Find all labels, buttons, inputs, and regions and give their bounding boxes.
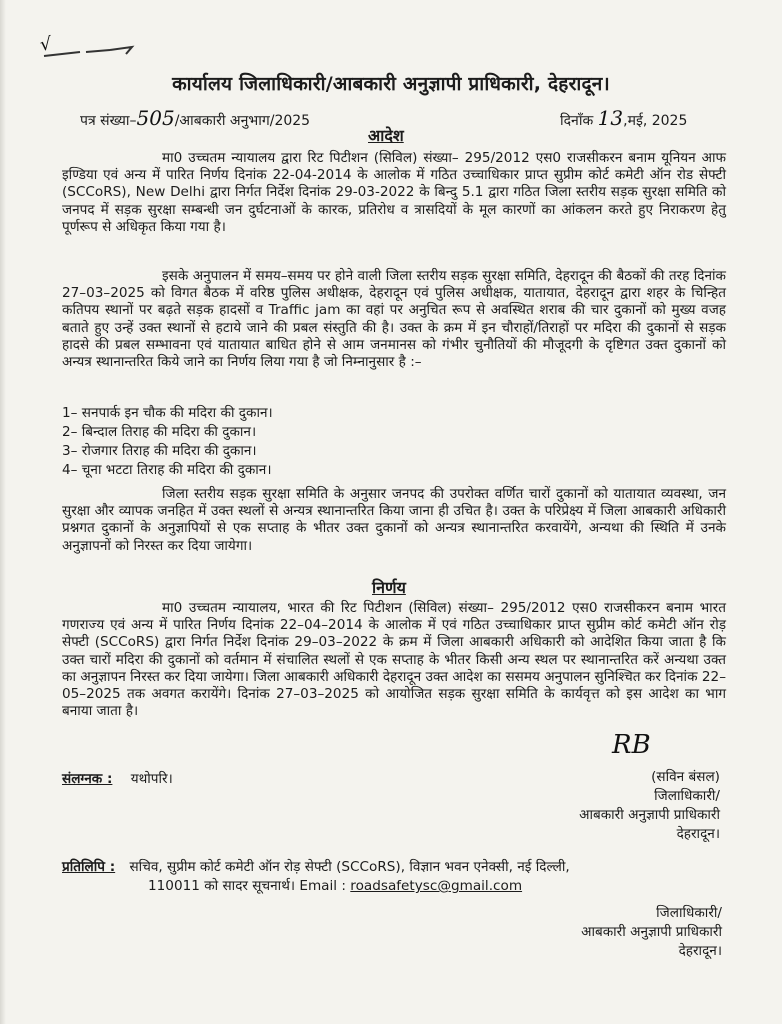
signatory-title-2: आबकारी अनुज्ञापी प्राधिकारी bbox=[579, 807, 720, 823]
order-paragraph-1-text: मा0 उच्चतम न्यायालय द्वारा रिट पिटीशन (सिविल) संख्या– 295/2012 एस0 राजसीकरन बनाम यूनियन आफ इण्डिया एवं अन्य में पारित निर्णय दिनांक 22-04-2014 के आलोक में गठित उच्चाधिकार प्राप्त सुप्रीम कोर्ट कमेटी ऑन रोड सेफ्टी (SCCoRS), New Delhi द्वारा निर्गत निर्देश दिनांक 29-03-2022 के बिन्दु 5.1 द्वारा गठित जिला स्तरीय सड़क सुरक्षा समिति को जनपद में सड़क सुरक्षा सम्बन्धी जन दुर्घटनाओं के कारक, प्रतिरोध व त्रासदियों के मूल कारणों का आंकलन करते हुए निराकरण हेतु पूर्णरूप से अधिकृत किया गया है। bbox=[62, 150, 726, 235]
signatory-place: देहरादून। bbox=[676, 826, 720, 842]
letter-number-label: पत्र संख्या– bbox=[80, 113, 137, 129]
signatory-place: देहरादून। bbox=[678, 943, 722, 959]
scan-edge bbox=[0, 0, 6, 1024]
order-paragraph-2-text: इसके अनुपालन में समय–समय पर होने वाली जिला स्तरीय सड़क सुरक्षा समिति, देहरादून की बैठकों की तरह दिनांक 27–03–2025 को विगत बैठक में वरिष्ठ पुलिस अधीक्षक, देहरादून एवं पुलिस अधीक्षक, यातायात, देहरादून द्वारा शहर के चिन्हित कतिपय स्थानों पर बढ़ते सड़क हादसों व Traffic jam का वहां पर अनुचित रूप से अवस्थित शराब की चार दुकानों को मुख्य वजह बताते हुए उन्हें उक्त स्थानों से हटाये जाने की प्रबल संस्तुति की है। उक्त के क्रम में इन चौराहों/तिराहों पर मदिरा की दुकानों से सड़क हादसे की प्रबल सम्भावना एवं यातायात बाधित होने से आम जनमानस को गंभीर चुनौतियों की मौजूदगी के दृष्टिगत उक्त दुकानों को अन्यत्र स्थानान्तरित किये जाने का निर्णय लिया गया है जो निम्नानुसार है :– bbox=[62, 268, 727, 371]
date-label: दिनाँक bbox=[560, 113, 594, 129]
signature-block-2 bbox=[500, 904, 722, 961]
order-heading: आदेश bbox=[368, 126, 404, 145]
handwritten-tick: √ bbox=[38, 33, 53, 56]
shop-list bbox=[62, 404, 273, 480]
letter-date bbox=[560, 106, 687, 130]
signature-mark: RB bbox=[612, 730, 651, 760]
enclosure-label: संलग्नक : bbox=[62, 771, 113, 787]
decision-heading: निर्णय bbox=[372, 578, 406, 597]
letter-number-value: 505 bbox=[136, 106, 175, 130]
date-suffix: ,मई, 2025 bbox=[623, 113, 688, 129]
list-item: 1– सनपार्क इन चौक की मदिरा की दुकान। bbox=[62, 405, 273, 421]
copy-line-2 bbox=[148, 877, 522, 896]
signature-block bbox=[500, 768, 720, 844]
copy-label: प्रतिलिपि : bbox=[62, 859, 116, 875]
enclosure bbox=[62, 768, 173, 787]
list-item: 4– चूना भटटा तिराह की मदिरा की दुकान। bbox=[62, 462, 272, 478]
copy-text-2: 110011 को सादर सूचनार्थ। Email : bbox=[148, 878, 346, 894]
decision-paragraph-text: मा0 उच्चतम न्यायालय, भारत की रिट पिटीशन (सिविल) संख्या– 295/2012 एस0 राजसीकरन बनाम भारत गणराज्य एवं अन्य में पारित निर्णय दिनांक 22–04–2014 के आलोक में एवं गठित उच्चाधिकार प्राप्त सुप्रीम कोर्ट कमेटी ऑन रोड़ सेफ्टी (SCCoRS) द्वारा निर्गत निर्देश दिनांक 29–03–2022 के क्रम में जिला आबकारी अधिकारी को आदेशित किया जाता है कि उक्त चारों मदिरा की दुकानों को वर्तमान में संचालित स्थलों से एक सप्ताह के भीतर किसी अन्य स्थल पर स्थानान्तरित करें अन्यथा उक्त का अनुज्ञापन निरस्त कर दिया जायेगा। जिला आबकारी अधिकारी देहरादून उक्त आदेश का ससमय अनुपालन सुनिश्चित कर दिनांक 22–05–2025 तक अवगत करायेंगे। दिनांक 27–03–2025 को आयोजित सड़क सुरक्षा समिति के कार्यवृत्त को इस आदेश का भाग बनाया जाता है। bbox=[62, 600, 726, 720]
enclosure-value: यथोपरि। bbox=[130, 771, 173, 787]
signatory-name: (सविन बंसल) bbox=[651, 769, 720, 785]
order-paragraph-1 bbox=[62, 150, 726, 236]
order-paragraph-3 bbox=[62, 486, 726, 555]
letter-number bbox=[80, 106, 310, 130]
date-value: 13 bbox=[597, 106, 624, 130]
signatory-title-2: आबकारी अनुज्ञापी प्राधिकारी bbox=[581, 924, 722, 940]
signatory-title-1: जिलाधिकारी/ bbox=[654, 788, 720, 804]
copy-to bbox=[62, 858, 570, 877]
list-item: 3– रोजगार तिराह की मदिरा की दुकान। bbox=[62, 443, 257, 459]
order-paragraph-2 bbox=[62, 268, 726, 371]
letter-number-suffix: /आबकारी अनुभाग/2025 bbox=[174, 113, 311, 129]
list-item: 2– बिन्दाल तिराह की मदिरा की दुकान। bbox=[62, 424, 257, 440]
office-title: कार्यालय जिलाधिकारी/आबकारी अनुज्ञापी प्राधिकारी, देहरादून। bbox=[172, 73, 610, 95]
copy-text: सचिव, सुप्रीम कोर्ट कमेटी ऑन रोड़ सेफ्टी (SCCoRS), विज्ञान भवन एनेक्सी, नई दिल्ली, bbox=[129, 859, 570, 875]
pen-mark-icon bbox=[40, 40, 140, 64]
copy-email-link[interactable]: roadsafetysc@gmail.com bbox=[350, 878, 523, 894]
signatory-title-1: जिलाधिकारी/ bbox=[656, 905, 722, 921]
order-paragraph-3-text: जिला स्तरीय सड़क सुरक्षा समिति के अनुसार जनपद की उपरोक्त वर्णित चारों दुकानों को यातायात व्यवस्था, जन सुरक्षा और व्यापक जनहित में उक्त स्थलों से अन्यत्र स्थानान्तरित किया जाना ही उचित है। उक्त के परिप्रेक्ष्य में जिला आबकारी अधिकारी प्रश्नगत दुकानों के अनुज्ञापियों से एक सप्ताह के भीतर उक्त दुकानों को अन्यत्र स्थानान्तरित करवायेंगे, अन्यथा की स्थिति में उनके अनुज्ञापनों को निरस्त कर दिया जायेगा। bbox=[62, 486, 726, 554]
decision-paragraph bbox=[62, 600, 726, 720]
